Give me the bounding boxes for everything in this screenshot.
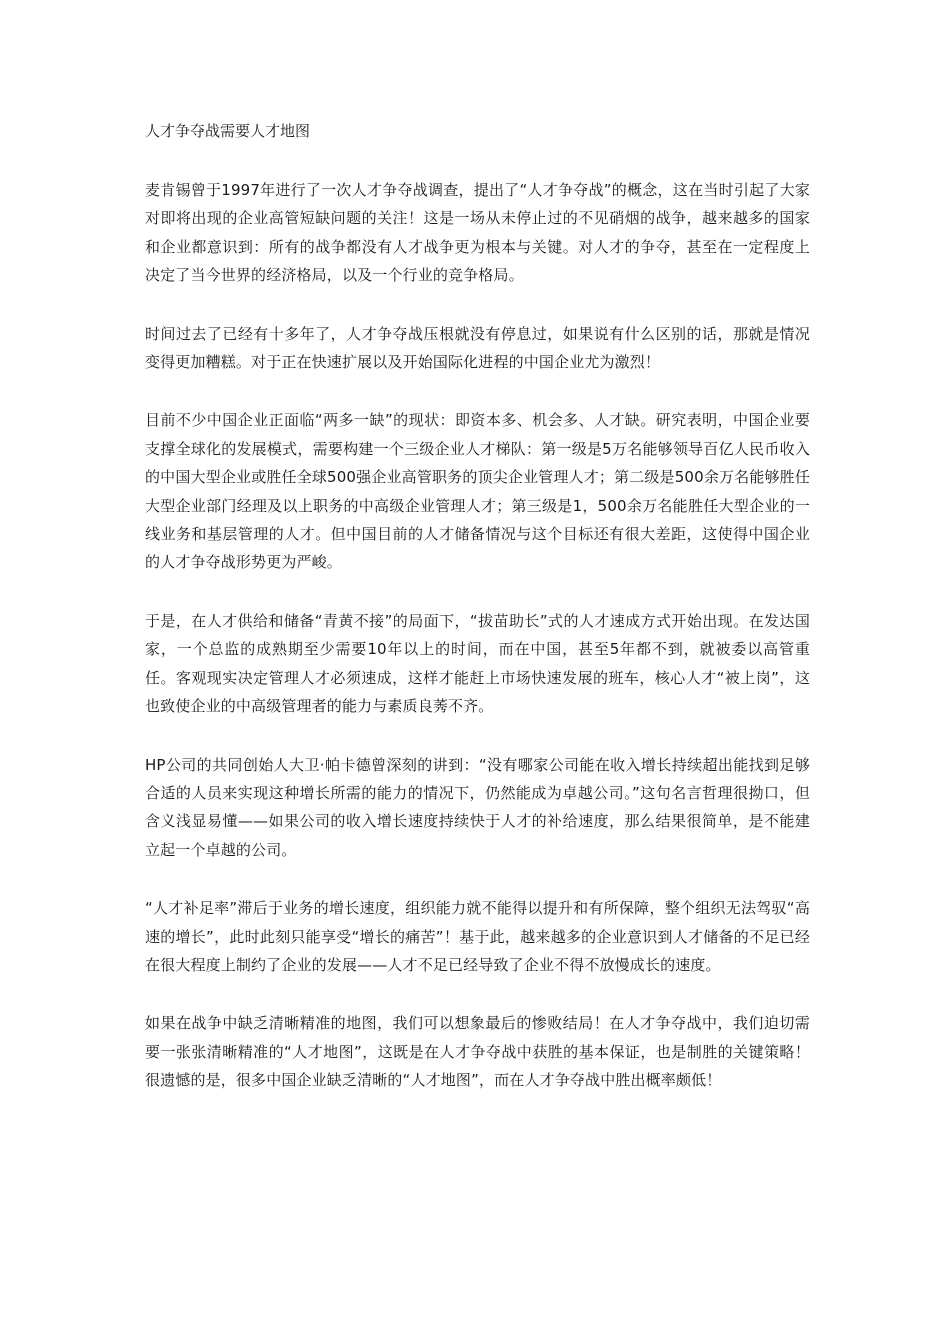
paragraph-talent-replenishment: “人才补足率”滞后于业务的增长速度，组织能力就不能得以提升和有所保障，整个组织无法驾驭“高速的增长”，此时此刻只能享受“增长的痛苦”！基于此，越来越多的企业意识到人才储备的不足已经在很大程度上制约了企业的发展——人才不足已经导致了企业不得不放慢成长的速度。 [145,899,810,974]
document-body [145,118,810,1125]
document-title: 人才争夺战需要人才地图 [145,122,311,140]
paragraph-mckinsey-talent-war: 麦肯锡曾于1997年进行了一次人才争夺战调查，提出了“人才争夺战”的概念，这在当时引起了大家对即将出现的企业高管短缺问题的关注！这是一场从未停止过的不见硝烟的战争，越来越多的国家和企业都意识到：所有的战争都没有人才战争更为根本与关键。对人才的争夺，甚至在一定程度上决定了当今世界的经济格局，以及一个行业的竞争格局。 [145,181,810,285]
paragraph-three-tier-talent: 目前不少中国企业正面临“两多一缺”的现状：即资本多、机会多、人才缺。研究表明，中国企业要支撑全球化的发展模式，需要构建一个三级企业人才梯队：第一级是5万名能够领导百亿人民币收入的中国大型企业或胜任全球500强企业高管职务的顶尖企业管理人才；第二级是500余万名能够胜任大型企业部门经理及以上职务的中高级企业管理人才；第三级是1，500余万名能胜任大型企业的一线业务和基层管理的人才。但中国目前的人才储备情况与这个目标还有很大差距，这使得中国企业的人才争夺战形势更为严峻。 [145,411,810,572]
paragraph-ten-years-later: 时间过去了已经有十多年了，人才争夺战压根就没有停息过，如果说有什么区别的话，那就是情况变得更加糟糕。对于正在快速扩展以及开始国际化进程的中国企业尤为激烈！ [145,324,810,372]
paragraph-hp-packard-quote: HP公司的共同创始人大卫·帕卡德曾深刻的讲到：“没有哪家公司能在收入增长持续超出能找到足够合适的人员来实现这种增长所需的能力的情况下，仍然能成为卓越公司。”这句名言哲理很拗口，但含义浅显易懂——如果公司的收入增长速度持续快于人才的补给速度，那么结果很简单，是不能建立起一个卓越的公司。 [145,755,810,859]
paragraph-talent-map: 如果在战争中缺乏清晰精准的地图，我们可以想象最后的惨败结局！在人才争夺战中，我们迫切需要一张张清晰精准的“人才地图”，这既是在人才争夺战中获胜的基本保证，也是制胜的关键策略！很遗憾的是，很多中国企业缺乏清晰的“人才地图”，而在人才争夺战中胜出概率颇低！ [145,1014,810,1090]
paragraph-fast-track-talent: 于是，在人才供给和储备“青黄不接”的局面下，“拔苗助长”式的人才速成方式开始出现。在发达国家，一个总监的成熟期至少需要10年以上的时间，而在中国，甚至5年都不到，就被委以高管重任。客观现实决定管理人才必须速成，这样才能赶上市场快速发展的班车，核心人才“被上岗”，这也致使企业的中高级管理者的能力与素质良莠不齐。 [145,611,810,716]
